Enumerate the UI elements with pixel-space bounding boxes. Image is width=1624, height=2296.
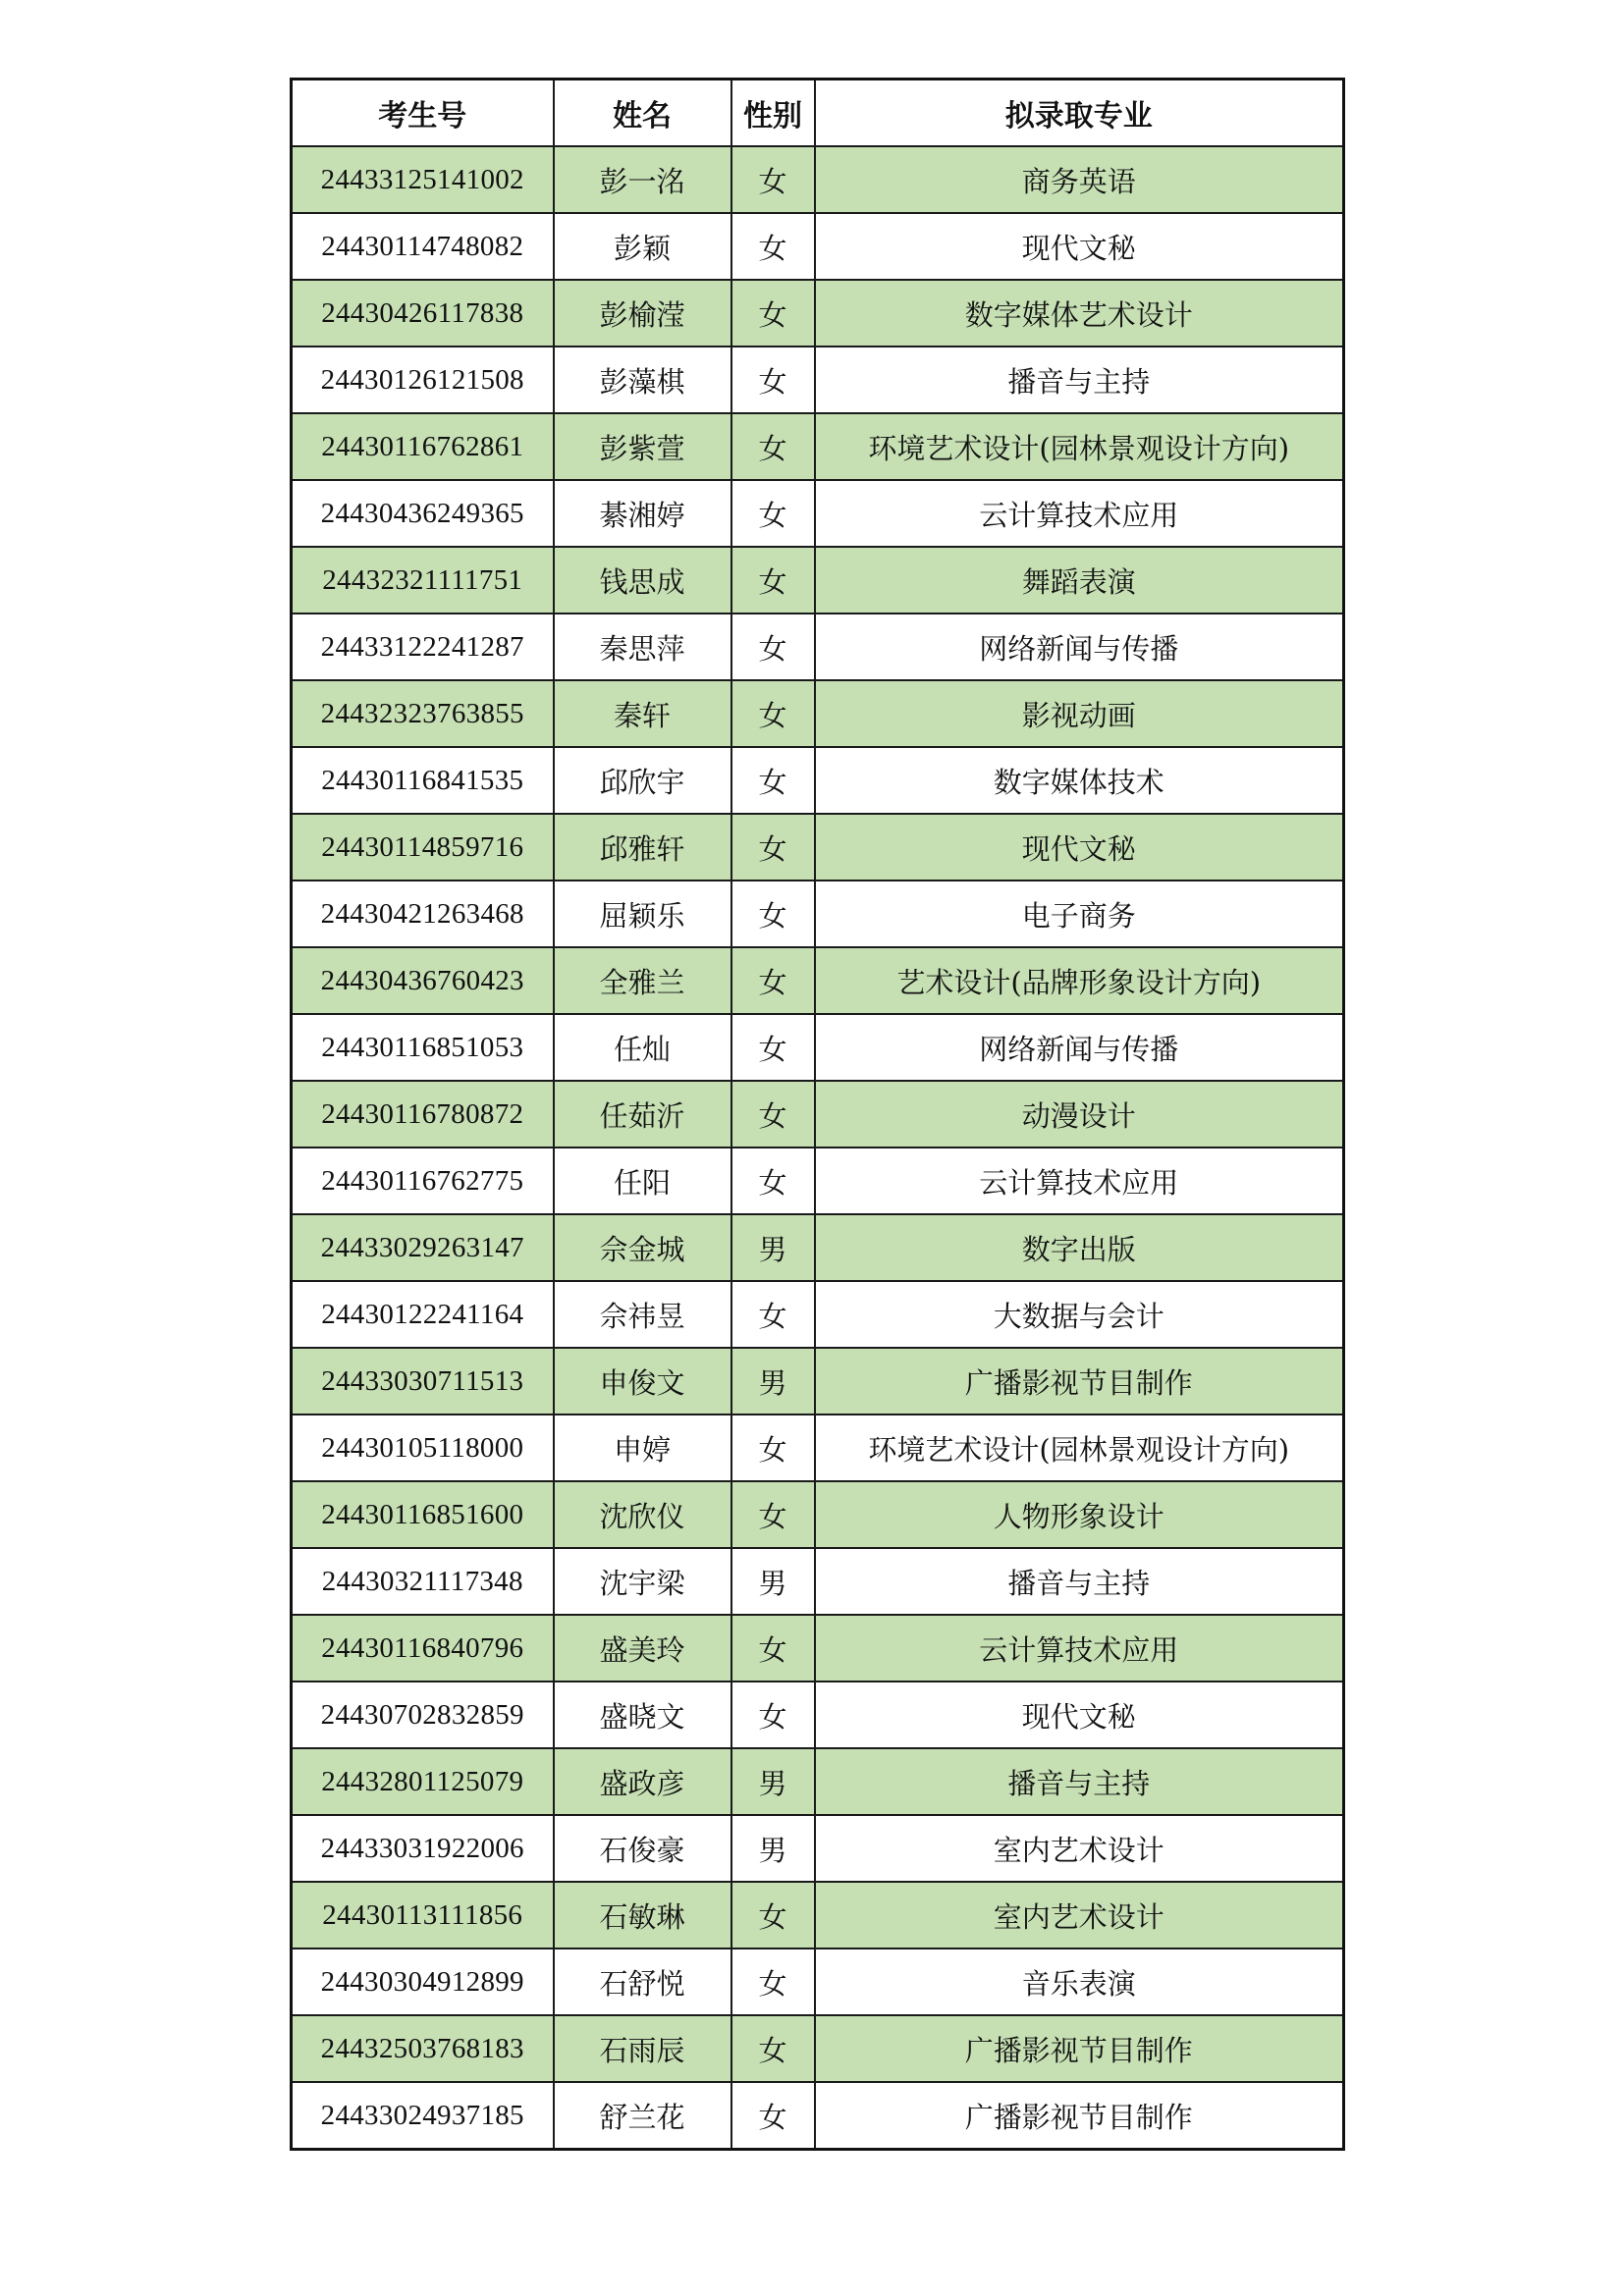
table-row xyxy=(292,747,1344,814)
table-row xyxy=(292,680,1344,747)
major-cell: 广播影视节目制作 xyxy=(815,2015,1344,2082)
gender-cell: 女 xyxy=(731,280,815,347)
table-header-row xyxy=(292,80,1344,147)
gender-cell: 女 xyxy=(731,1281,815,1348)
exam-number-cell: 24430114859716 xyxy=(292,814,554,881)
gender-cell: 女 xyxy=(731,1081,815,1148)
name-cell: 彭紫萱 xyxy=(554,413,731,480)
name-cell: 邱欣宇 xyxy=(554,747,731,814)
exam-number-cell: 24433030711513 xyxy=(292,1348,554,1415)
exam-number-cell: 24430113111856 xyxy=(292,1882,554,1949)
major-cell: 云计算技术应用 xyxy=(815,1615,1344,1682)
name-cell: 彭藻棋 xyxy=(554,347,731,413)
table-row xyxy=(292,814,1344,881)
exam-number-cell: 24430116841535 xyxy=(292,747,554,814)
major-cell: 网络新闻与传播 xyxy=(815,1014,1344,1081)
gender-cell: 女 xyxy=(731,480,815,547)
gender-cell: 男 xyxy=(731,1214,815,1281)
table-row xyxy=(292,1281,1344,1348)
gender-cell: 男 xyxy=(731,1815,815,1882)
table-body xyxy=(292,146,1344,2150)
gender-cell: 女 xyxy=(731,413,815,480)
name-cell: 石敏琳 xyxy=(554,1882,731,1949)
gender-cell: 女 xyxy=(731,1481,815,1548)
major-cell: 影视动画 xyxy=(815,680,1344,747)
gender-cell: 女 xyxy=(731,2082,815,2150)
exam-number-cell: 24430702832859 xyxy=(292,1682,554,1748)
name-cell: 彭榆滢 xyxy=(554,280,731,347)
gender-cell: 女 xyxy=(731,547,815,614)
name-cell: 任阳 xyxy=(554,1148,731,1214)
gender-cell: 女 xyxy=(731,947,815,1014)
exam-number-cell: 24430116851053 xyxy=(292,1014,554,1081)
exam-number-cell: 24430321117348 xyxy=(292,1548,554,1615)
exam-number-cell: 24430116762861 xyxy=(292,413,554,480)
exam-number-cell: 24430426117838 xyxy=(292,280,554,347)
name-cell: 任灿 xyxy=(554,1014,731,1081)
name-cell: 秦轩 xyxy=(554,680,731,747)
gender-cell: 女 xyxy=(731,146,815,213)
exam-number-cell: 24430116762775 xyxy=(292,1148,554,1214)
gender-cell: 女 xyxy=(731,1148,815,1214)
exam-number-cell: 24433029263147 xyxy=(292,1214,554,1281)
major-cell: 数字媒体艺术设计 xyxy=(815,280,1344,347)
major-cell: 艺术设计(品牌形象设计方向) xyxy=(815,947,1344,1014)
major-cell: 室内艺术设计 xyxy=(815,1815,1344,1882)
major-cell: 云计算技术应用 xyxy=(815,480,1344,547)
name-cell: 彭一洺 xyxy=(554,146,731,213)
name-cell: 佘祎昱 xyxy=(554,1281,731,1348)
gender-cell: 男 xyxy=(731,1748,815,1815)
table-row xyxy=(292,1214,1344,1281)
table-row xyxy=(292,1949,1344,2015)
name-cell: 邱雅轩 xyxy=(554,814,731,881)
major-cell: 人物形象设计 xyxy=(815,1481,1344,1548)
admission-table xyxy=(290,78,1345,2151)
exam-number-cell: 24433125141002 xyxy=(292,146,554,213)
major-cell: 数字出版 xyxy=(815,1214,1344,1281)
major-cell: 播音与主持 xyxy=(815,1548,1344,1615)
exam-number-cell: 24430116780872 xyxy=(292,1081,554,1148)
table-row xyxy=(292,347,1344,413)
table-row xyxy=(292,1481,1344,1548)
header-name: 姓名 xyxy=(554,80,731,147)
major-cell: 播音与主持 xyxy=(815,347,1344,413)
exam-number-cell: 24430436760423 xyxy=(292,947,554,1014)
exam-number-cell: 24432801125079 xyxy=(292,1748,554,1815)
name-cell: 石俊豪 xyxy=(554,1815,731,1882)
major-cell: 云计算技术应用 xyxy=(815,1148,1344,1214)
major-cell: 动漫设计 xyxy=(815,1081,1344,1148)
admission-list-sheet xyxy=(290,78,1342,2151)
exam-number-cell: 24430105118000 xyxy=(292,1415,554,1481)
gender-cell: 女 xyxy=(731,1615,815,1682)
major-cell: 电子商务 xyxy=(815,881,1344,947)
name-cell: 沈宇梁 xyxy=(554,1548,731,1615)
name-cell: 石舒悦 xyxy=(554,1949,731,2015)
exam-number-cell: 24430436249365 xyxy=(292,480,554,547)
exam-number-cell: 24430304912899 xyxy=(292,1949,554,2015)
exam-number-cell: 24432323763855 xyxy=(292,680,554,747)
gender-cell: 女 xyxy=(731,747,815,814)
table-row xyxy=(292,2082,1344,2150)
major-cell: 大数据与会计 xyxy=(815,1281,1344,1348)
exam-number-cell: 24430122241164 xyxy=(292,1281,554,1348)
name-cell: 佘金城 xyxy=(554,1214,731,1281)
table-row xyxy=(292,1148,1344,1214)
table-row xyxy=(292,1748,1344,1815)
name-cell: 舒兰花 xyxy=(554,2082,731,2150)
header-major: 拟录取专业 xyxy=(815,80,1344,147)
exam-number-cell: 24430126121508 xyxy=(292,347,554,413)
exam-number-cell: 24430116840796 xyxy=(292,1615,554,1682)
table-row xyxy=(292,1882,1344,1949)
gender-cell: 女 xyxy=(731,347,815,413)
table-row xyxy=(292,614,1344,680)
table-row xyxy=(292,280,1344,347)
table-row xyxy=(292,1348,1344,1415)
major-cell: 现代文秘 xyxy=(815,1682,1344,1748)
major-cell: 播音与主持 xyxy=(815,1748,1344,1815)
name-cell: 盛晓文 xyxy=(554,1682,731,1748)
table-row xyxy=(292,213,1344,280)
name-cell: 秦思萍 xyxy=(554,614,731,680)
major-cell: 商务英语 xyxy=(815,146,1344,213)
gender-cell: 女 xyxy=(731,213,815,280)
table-row xyxy=(292,1014,1344,1081)
gender-cell: 女 xyxy=(731,614,815,680)
table-row xyxy=(292,2015,1344,2082)
major-cell: 广播影视节目制作 xyxy=(815,1348,1344,1415)
table-row xyxy=(292,413,1344,480)
name-cell: 綦湘婷 xyxy=(554,480,731,547)
gender-cell: 女 xyxy=(731,1682,815,1748)
exam-number-cell: 24430421263468 xyxy=(292,881,554,947)
name-cell: 彭颖 xyxy=(554,213,731,280)
gender-cell: 男 xyxy=(731,1348,815,1415)
name-cell: 盛政彦 xyxy=(554,1748,731,1815)
exam-number-cell: 24432321111751 xyxy=(292,547,554,614)
table-row xyxy=(292,547,1344,614)
gender-cell: 女 xyxy=(731,1949,815,2015)
gender-cell: 女 xyxy=(731,881,815,947)
gender-cell: 女 xyxy=(731,1415,815,1481)
header-exam-number: 考生号 xyxy=(292,80,554,147)
major-cell: 现代文秘 xyxy=(815,213,1344,280)
gender-cell: 女 xyxy=(731,1882,815,1949)
exam-number-cell: 24433024937185 xyxy=(292,2082,554,2150)
table-row xyxy=(292,1548,1344,1615)
major-cell: 室内艺术设计 xyxy=(815,1882,1344,1949)
major-cell: 舞蹈表演 xyxy=(815,547,1344,614)
major-cell: 网络新闻与传播 xyxy=(815,614,1344,680)
major-cell: 环境艺术设计(园林景观设计方向) xyxy=(815,413,1344,480)
name-cell: 钱思成 xyxy=(554,547,731,614)
exam-number-cell: 24430114748082 xyxy=(292,213,554,280)
gender-cell: 女 xyxy=(731,2015,815,2082)
table-row xyxy=(292,1615,1344,1682)
header-gender: 性别 xyxy=(731,80,815,147)
exam-number-cell: 24433122241287 xyxy=(292,614,554,680)
name-cell: 全雅兰 xyxy=(554,947,731,1014)
name-cell: 盛美玲 xyxy=(554,1615,731,1682)
major-cell: 环境艺术设计(园林景观设计方向) xyxy=(815,1415,1344,1481)
table-row xyxy=(292,146,1344,213)
name-cell: 申俊文 xyxy=(554,1348,731,1415)
name-cell: 任茹沂 xyxy=(554,1081,731,1148)
major-cell: 现代文秘 xyxy=(815,814,1344,881)
table-row xyxy=(292,1081,1344,1148)
table-row xyxy=(292,480,1344,547)
table-row xyxy=(292,881,1344,947)
exam-number-cell: 24433031922006 xyxy=(292,1815,554,1882)
gender-cell: 男 xyxy=(731,1548,815,1615)
gender-cell: 女 xyxy=(731,1014,815,1081)
gender-cell: 女 xyxy=(731,814,815,881)
name-cell: 屈颖乐 xyxy=(554,881,731,947)
table-row xyxy=(292,1682,1344,1748)
exam-number-cell: 24430116851600 xyxy=(292,1481,554,1548)
exam-number-cell: 24432503768183 xyxy=(292,2015,554,2082)
table-row xyxy=(292,947,1344,1014)
name-cell: 申婷 xyxy=(554,1415,731,1481)
gender-cell: 女 xyxy=(731,680,815,747)
table-row xyxy=(292,1415,1344,1481)
major-cell: 广播影视节目制作 xyxy=(815,2082,1344,2150)
name-cell: 沈欣仪 xyxy=(554,1481,731,1548)
major-cell: 数字媒体技术 xyxy=(815,747,1344,814)
table-row xyxy=(292,1815,1344,1882)
major-cell: 音乐表演 xyxy=(815,1949,1344,2015)
name-cell: 石雨辰 xyxy=(554,2015,731,2082)
